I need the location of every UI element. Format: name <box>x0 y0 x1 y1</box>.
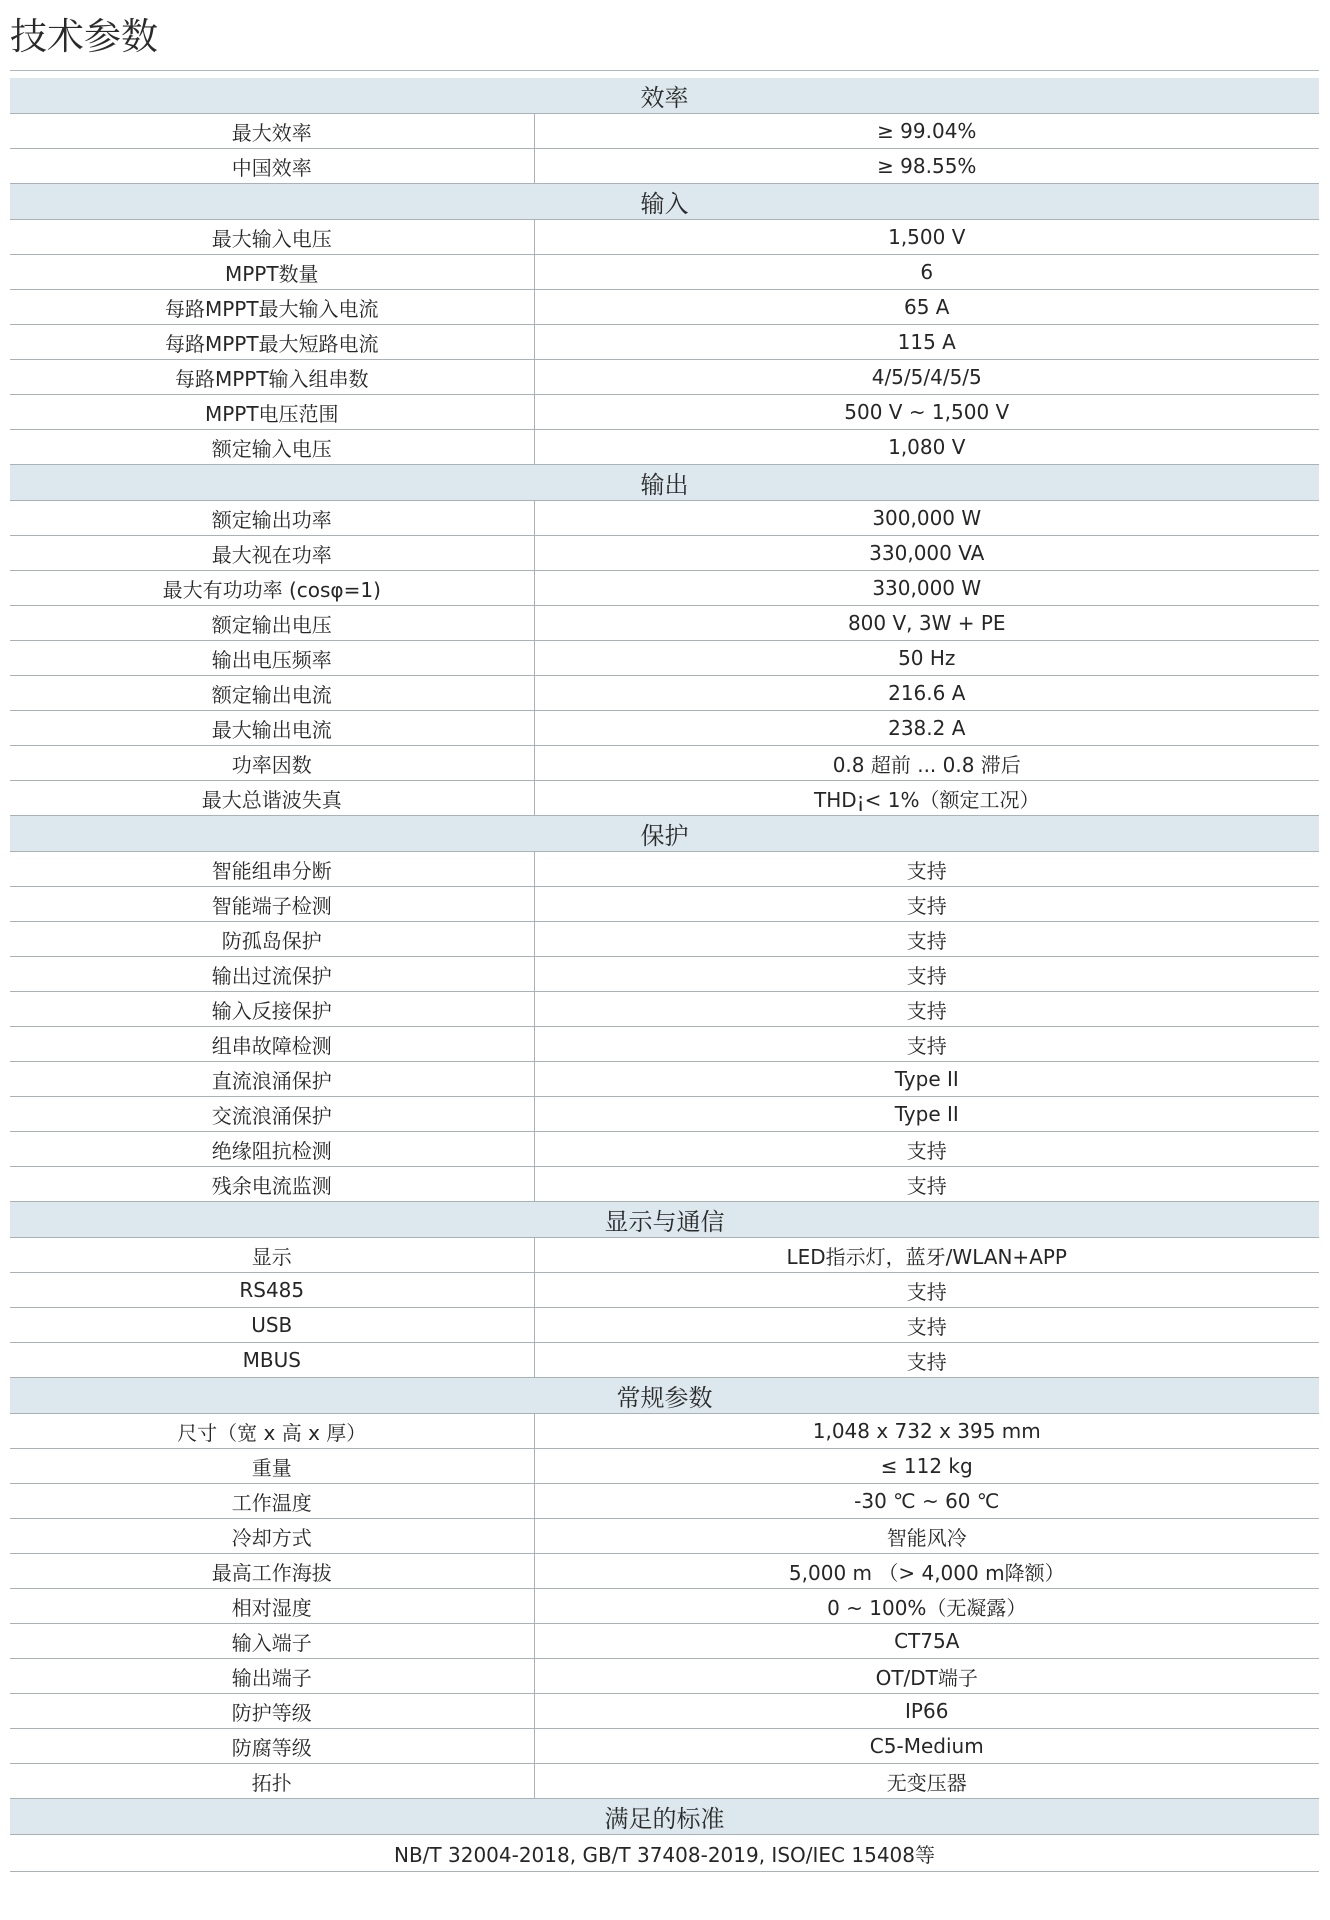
spec-row <box>10 149 1319 184</box>
spec-value: 1,048 x 732 x 395 mm <box>534 1414 1319 1449</box>
spec-label: 防孤岛保护 <box>10 922 534 957</box>
spec-value: 1,500 V <box>534 220 1319 255</box>
spec-row <box>10 746 1319 781</box>
section-title: 满足的标准 <box>10 1799 1319 1835</box>
spec-label: 防护等级 <box>10 1694 534 1729</box>
spec-table <box>10 78 1319 1872</box>
spec-value: 支持 <box>534 1167 1319 1202</box>
spec-value: 支持 <box>534 922 1319 957</box>
spec-row <box>10 1764 1319 1799</box>
spec-label: 直流浪涌保护 <box>10 1062 534 1097</box>
spec-row <box>10 571 1319 606</box>
spec-label: 智能端子检测 <box>10 887 534 922</box>
spec-row <box>10 711 1319 746</box>
spec-row <box>10 781 1319 816</box>
spec-value: IP66 <box>534 1694 1319 1729</box>
spec-label: 额定输出电流 <box>10 676 534 711</box>
spec-value: 0 ~ 100%（无凝露） <box>534 1589 1319 1624</box>
section-title: 输入 <box>10 184 1319 220</box>
spec-row <box>10 887 1319 922</box>
section-header-row <box>10 184 1319 220</box>
spec-row <box>10 606 1319 641</box>
spec-label: 最大总谐波失真 <box>10 781 534 816</box>
spec-value: ≤ 112 kg <box>534 1449 1319 1484</box>
section-title: 常规参数 <box>10 1378 1319 1414</box>
spec-value: 65 A <box>534 290 1319 325</box>
spec-label: 冷却方式 <box>10 1519 534 1554</box>
spec-label: RS485 <box>10 1273 534 1308</box>
spec-row <box>10 992 1319 1027</box>
spec-row <box>10 1624 1319 1659</box>
spec-label: 相对湿度 <box>10 1589 534 1624</box>
spec-label: MBUS <box>10 1343 534 1378</box>
spec-row <box>10 1027 1319 1062</box>
spec-row <box>10 922 1319 957</box>
spec-row <box>10 1132 1319 1167</box>
spec-label: 残余电流监测 <box>10 1167 534 1202</box>
spec-row <box>10 1414 1319 1449</box>
spec-row <box>10 641 1319 676</box>
spec-label: 重量 <box>10 1449 534 1484</box>
spec-row <box>10 325 1319 360</box>
spec-label: 最大输入电压 <box>10 220 534 255</box>
spec-value: 支持 <box>534 992 1319 1027</box>
spec-row <box>10 1167 1319 1202</box>
spec-value: 216.6 A <box>534 676 1319 711</box>
spec-label: 额定输入电压 <box>10 430 534 465</box>
section-title: 保护 <box>10 816 1319 852</box>
spec-value: 6 <box>534 255 1319 290</box>
spec-value: 300,000 W <box>534 501 1319 536</box>
spec-label: 最高工作海拔 <box>10 1554 534 1589</box>
spec-value: 330,000 VA <box>534 536 1319 571</box>
spec-value: -30 ℃ ~ 60 ℃ <box>534 1484 1319 1519</box>
spec-label: 输出端子 <box>10 1659 534 1694</box>
spec-table-body <box>10 78 1319 1872</box>
spec-value: Type II <box>534 1062 1319 1097</box>
section-header-row <box>10 465 1319 501</box>
spec-value: OT/DT端子 <box>534 1659 1319 1694</box>
spec-row <box>10 501 1319 536</box>
spec-label: 输出过流保护 <box>10 957 534 992</box>
spec-row <box>10 1097 1319 1132</box>
spec-row <box>10 536 1319 571</box>
spec-row <box>10 957 1319 992</box>
spec-row <box>10 1484 1319 1519</box>
spec-label: 工作温度 <box>10 1484 534 1519</box>
spec-value: 238.2 A <box>534 711 1319 746</box>
spec-value: 无变压器 <box>534 1764 1319 1799</box>
spec-row <box>10 1519 1319 1554</box>
spec-value: CT75A <box>534 1624 1319 1659</box>
spec-label: 尺寸（宽 x 高 x 厚） <box>10 1414 534 1449</box>
spec-row <box>10 1729 1319 1764</box>
spec-label: 最大效率 <box>10 114 534 149</box>
spec-label: 每路MPPT最大输入电流 <box>10 290 534 325</box>
spec-label: 显示 <box>10 1238 534 1273</box>
standards-text: NB/T 32004-2018, GB/T 37408-2019, ISO/IEC 15408等 <box>10 1835 1319 1872</box>
spec-label: 组串故障检测 <box>10 1027 534 1062</box>
spec-row <box>10 430 1319 465</box>
spec-row <box>10 395 1319 430</box>
spec-row <box>10 676 1319 711</box>
spec-label: 交流浪涌保护 <box>10 1097 534 1132</box>
spec-label: 输入反接保护 <box>10 992 534 1027</box>
spec-label: 功率因数 <box>10 746 534 781</box>
spec-value: 支持 <box>534 1132 1319 1167</box>
spec-value: THD¡< 1%（额定工况） <box>534 781 1319 816</box>
spec-value: ≥ 99.04% <box>534 114 1319 149</box>
spec-value: LED指示灯，蓝牙/WLAN+APP <box>534 1238 1319 1273</box>
spec-value: 支持 <box>534 1027 1319 1062</box>
section-title: 显示与通信 <box>10 1202 1319 1238</box>
spec-row <box>10 255 1319 290</box>
spec-row <box>10 1554 1319 1589</box>
spec-label: MPPT数量 <box>10 255 534 290</box>
spec-row <box>10 1343 1319 1378</box>
spec-label: 每路MPPT输入组串数 <box>10 360 534 395</box>
section-header-row <box>10 816 1319 852</box>
spec-value: 支持 <box>534 1308 1319 1343</box>
spec-row <box>10 290 1319 325</box>
standards-row <box>10 1835 1319 1872</box>
spec-value: 支持 <box>534 887 1319 922</box>
spec-row <box>10 1449 1319 1484</box>
spec-row <box>10 1062 1319 1097</box>
spec-row <box>10 114 1319 149</box>
spec-label: 额定输出功率 <box>10 501 534 536</box>
section-header-row <box>10 78 1319 114</box>
spec-value: 500 V ~ 1,500 V <box>534 395 1319 430</box>
spec-value: 支持 <box>534 852 1319 887</box>
spec-row <box>10 1308 1319 1343</box>
spec-label: MPPT电压范围 <box>10 395 534 430</box>
section-header-row <box>10 1799 1319 1835</box>
title-divider <box>10 70 1319 71</box>
spec-value: 支持 <box>534 1273 1319 1308</box>
spec-value: 1,080 V <box>534 430 1319 465</box>
spec-value: 800 V, 3W + PE <box>534 606 1319 641</box>
spec-row <box>10 1238 1319 1273</box>
section-header-row <box>10 1202 1319 1238</box>
spec-label: USB <box>10 1308 534 1343</box>
spec-row <box>10 360 1319 395</box>
page-title: 技术参数 <box>10 15 158 58</box>
spec-value: C5-Medium <box>534 1729 1319 1764</box>
section-header-row <box>10 1378 1319 1414</box>
spec-row <box>10 1273 1319 1308</box>
spec-value: 支持 <box>534 1343 1319 1378</box>
section-title: 输出 <box>10 465 1319 501</box>
spec-label: 输入端子 <box>10 1624 534 1659</box>
spec-value: 支持 <box>534 957 1319 992</box>
spec-label: 防腐等级 <box>10 1729 534 1764</box>
spec-row <box>10 1694 1319 1729</box>
spec-label: 中国效率 <box>10 149 534 184</box>
spec-label: 最大视在功率 <box>10 536 534 571</box>
spec-row <box>10 852 1319 887</box>
spec-label: 拓扑 <box>10 1764 534 1799</box>
spec-value: 0.8 超前 ... 0.8 滞后 <box>534 746 1319 781</box>
spec-row <box>10 220 1319 255</box>
spec-row <box>10 1589 1319 1624</box>
spec-label: 最大输出电流 <box>10 711 534 746</box>
spec-label: 每路MPPT最大短路电流 <box>10 325 534 360</box>
spec-value: 智能风冷 <box>534 1519 1319 1554</box>
spec-value: ≥ 98.55% <box>534 149 1319 184</box>
spec-label: 额定输出电压 <box>10 606 534 641</box>
spec-label: 绝缘阻抗检测 <box>10 1132 534 1167</box>
spec-value: 330,000 W <box>534 571 1319 606</box>
spec-value: 4/5/5/4/5/5 <box>534 360 1319 395</box>
spec-value: 5,000 m （> 4,000 m降额） <box>534 1554 1319 1589</box>
section-title: 效率 <box>10 78 1319 114</box>
spec-value: 115 A <box>534 325 1319 360</box>
spec-value: 50 Hz <box>534 641 1319 676</box>
spec-label: 最大有功功率 (cosφ=1) <box>10 571 534 606</box>
spec-value: Type II <box>534 1097 1319 1132</box>
spec-label: 智能组串分断 <box>10 852 534 887</box>
spec-row <box>10 1659 1319 1694</box>
spec-label: 输出电压频率 <box>10 641 534 676</box>
